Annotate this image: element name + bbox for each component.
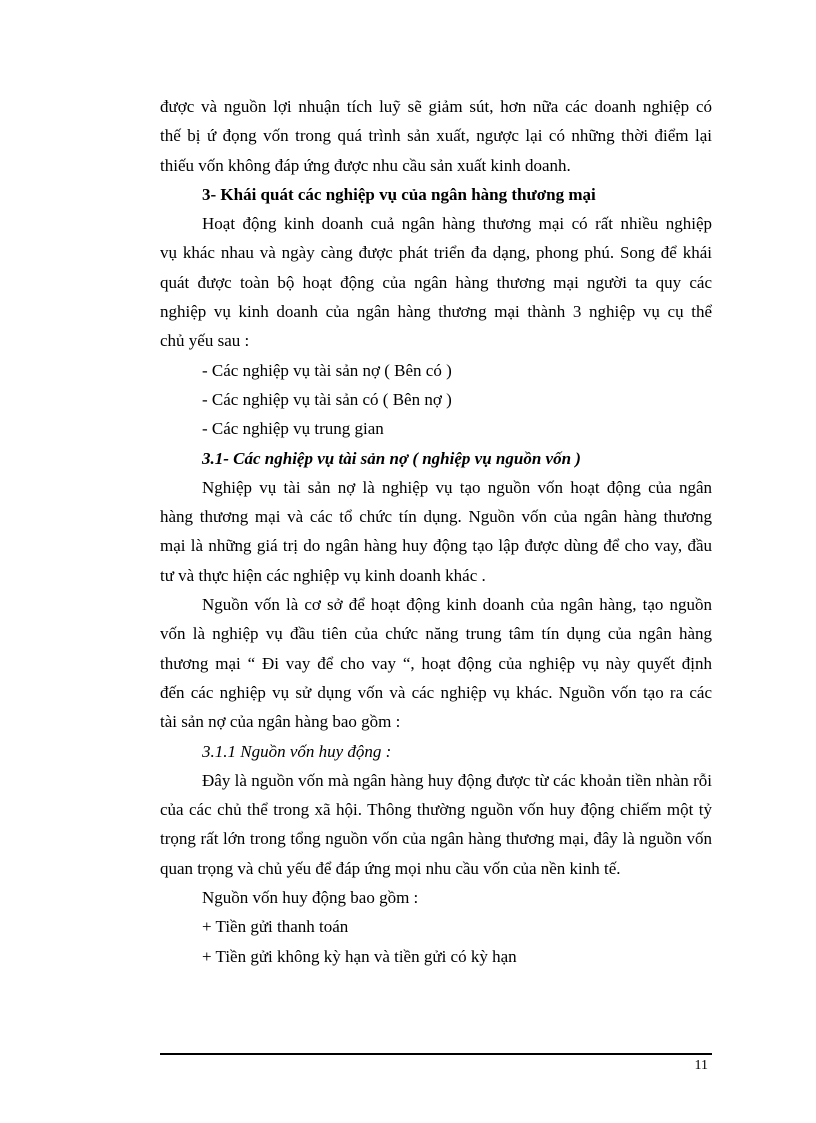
sub-subsection-heading: 3.1.1 Nguồn vốn huy động :: [202, 741, 392, 761]
paragraph-line: chủ yếu sau :: [160, 331, 250, 351]
document-body: [160, 92, 712, 971]
paragraph-line: của các chủ thể trong xã hội. Thông thường nguồn vốn huy động chiếm một tỷ: [160, 800, 712, 820]
list-item: + Tiền gửi thanh toán: [202, 917, 349, 937]
paragraph-line: thiếu vốn không đáp ứng được nhu cầu sản xuất kinh doanh.: [160, 155, 571, 175]
list-item: + Tiền gửi không kỳ hạn và tiền gửi có kỳ hạn: [202, 946, 517, 966]
paragraph-line: thương mại “ Đi vay để cho vay “, hoạt động của nghiệp vụ này quyết định: [160, 653, 712, 673]
paragraph-line: vốn là nghiệp vụ đầu tiên của chức năng trung tâm tín dụng của ngân hàng: [160, 624, 712, 644]
section-heading: 3- Khái quát các nghiệp vụ của ngân hàng thương mại: [202, 184, 596, 204]
paragraph-line: nghiệp vụ kinh doanh của ngân hàng thương mại thành 3 nghiệp vụ cụ thể: [160, 302, 712, 322]
paragraph-line: vụ khác nhau và ngày càng được phát triển đa dạng, phong phú. Song để khái: [160, 243, 712, 263]
paragraph-line: tư và thực hiện các nghiệp vụ kinh doanh khác .: [160, 565, 486, 585]
paragraph-line: mại là những giá trị do ngân hàng huy động tạo lập được dùng để cho vay, đầu: [160, 536, 712, 556]
list-item: - Các nghiệp vụ tài sản có ( Bên nợ ): [202, 389, 452, 409]
page-number: 11: [694, 1058, 708, 1073]
paragraph-line: trọng rất lớn trong tổng nguồn vốn của ngân hàng thương mại, đây là nguồn vốn: [160, 829, 712, 849]
paragraph-line: Nguồn vốn là cơ sở để hoạt động kinh doanh của ngân hàng, tạo nguồn: [202, 595, 712, 615]
paragraph-line: được và nguồn lợi nhuận tích luỹ sẽ giảm sút, hơn nữa các doanh nghiệp có: [160, 97, 712, 116]
paragraph-line: đến các nghiệp vụ sử dụng vốn và các nghiệp vụ khác. Nguồn vốn tạo ra các: [160, 682, 712, 702]
paragraph-line: Đây là nguồn vốn mà ngân hàng huy động được từ các khoản tiền nhàn rỗi: [202, 770, 712, 790]
paragraph-line: tài sản nợ của ngân hàng bao gồm :: [160, 712, 401, 732]
paragraph-line: quan trọng và chủ yếu để đáp ứng mọi nhu cầu vốn của nền kinh tế.: [160, 858, 621, 878]
paragraph-line: hàng thương mại và các tổ chức tín dụng. Nguồn vốn của ngân hàng thương: [160, 507, 712, 527]
paragraph-line: Hoạt động kinh doanh cuả ngân hàng thương mại có rất nhiều nghiệp: [202, 214, 712, 234]
paragraph-line: quát được toàn bộ hoạt động của ngân hàng thương mại người ta quy các: [160, 272, 712, 292]
paragraph-line: Nguồn vốn huy động bao gồm :: [202, 888, 419, 908]
paragraph-line: Nghiệp vụ tài sản nợ là nghiệp vụ tạo nguồn vốn hoạt động của ngân: [202, 477, 712, 497]
subsection-heading: 3.1- Các nghiệp vụ tài sản nợ ( nghiệp vụ nguồn vốn ): [202, 448, 581, 468]
list-item: - Các nghiệp vụ trung gian: [202, 419, 384, 439]
paragraph-line: thế bị ứ đọng vốn trong quá trình sản xuất, ngược lại có những thời điểm lại: [160, 126, 712, 146]
footer-rule: [160, 1053, 712, 1055]
list-item: - Các nghiệp vụ tài sản nợ ( Bên có ): [202, 360, 452, 380]
